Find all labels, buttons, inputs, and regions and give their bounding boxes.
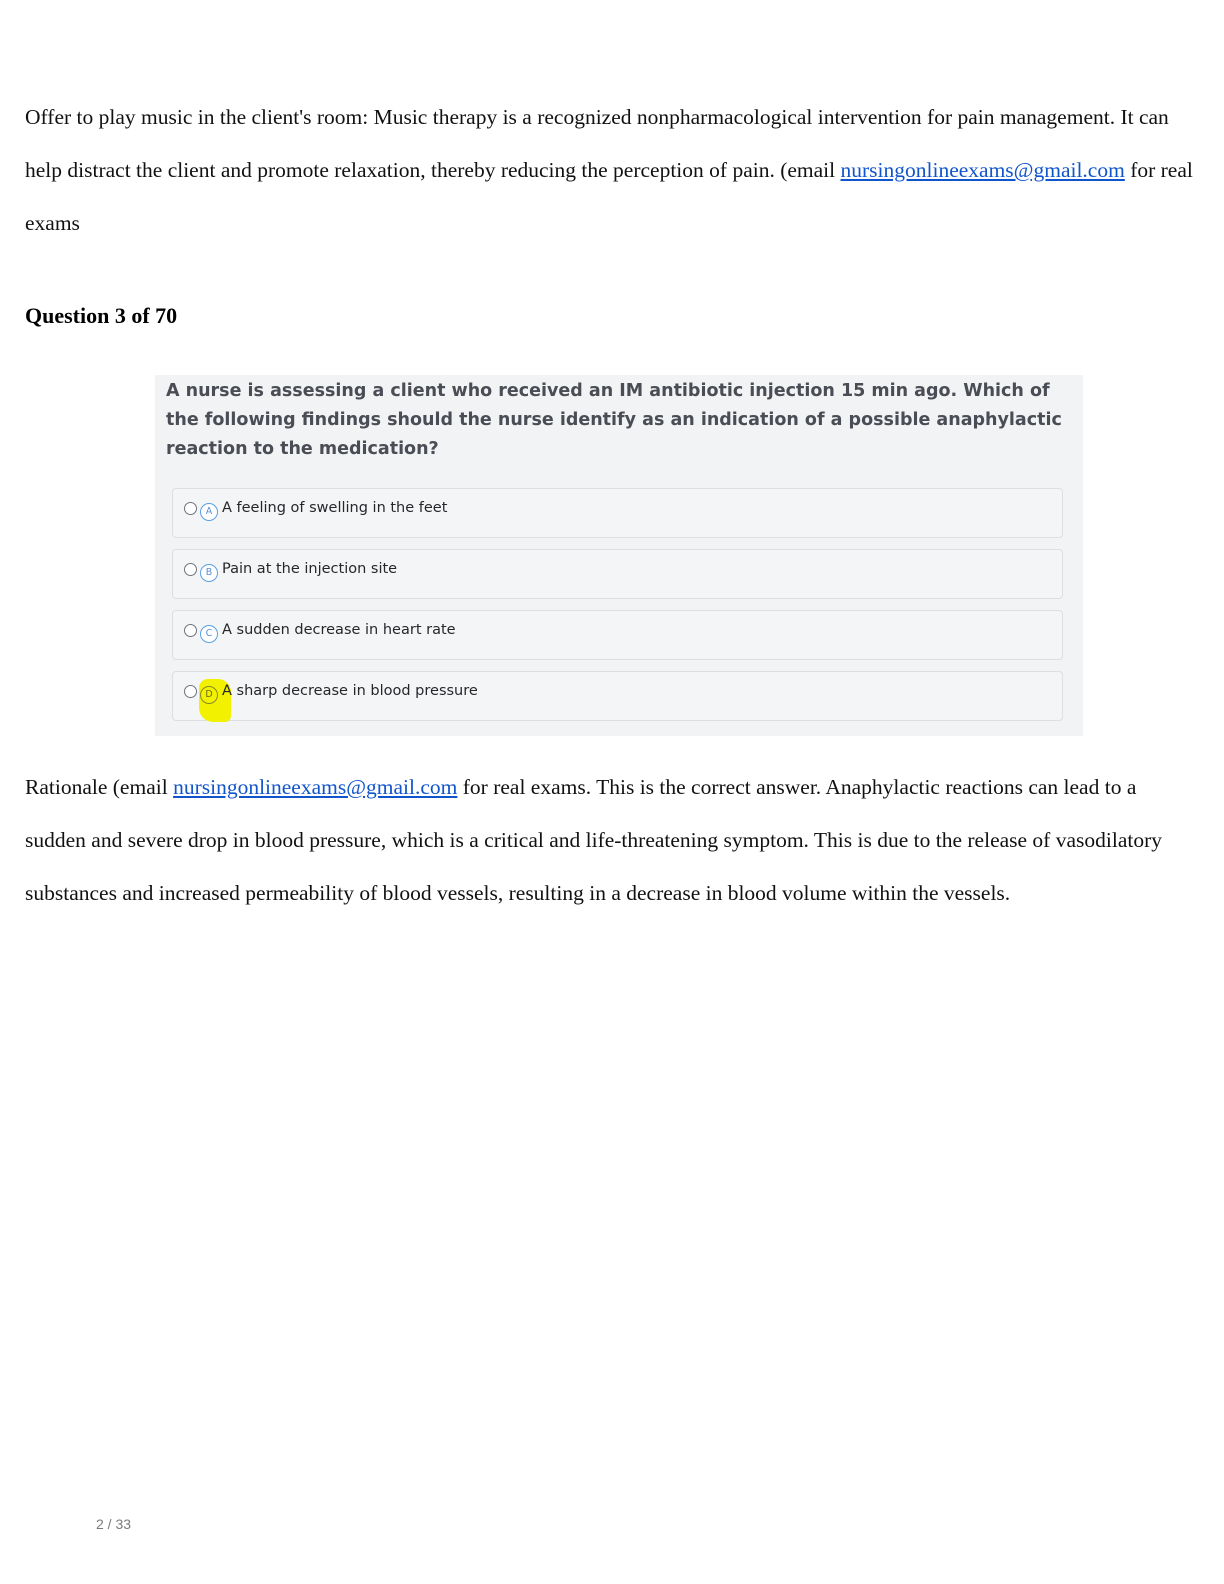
option-letter-badge: C: [200, 625, 218, 643]
intro-text-end: for real exams: [25, 158, 1193, 235]
intro-text: Offer to play music in the client's room: Music therapy is a recognized nonpharmacological intervention for pain management. It can help distract the client and promote relaxation, thereby reducing the perception of pain. (email: [25, 105, 1169, 182]
answer-option-c[interactable]: [172, 610, 1063, 660]
answer-option-b[interactable]: [172, 549, 1063, 599]
option-letter-badge: D: [200, 686, 218, 704]
question-text: A nurse is assessing a client who received an IM antibiotic injection 15 min ago. Which of the following findings should the nurse identify as an indication of a possible anaphylactic reaction to the medication?: [166, 381, 1062, 459]
intro-paragraph: [25, 91, 1200, 250]
radio-button[interactable]: [184, 502, 197, 515]
rationale-email-link[interactable]: nursingonlineexams@gmail.com: [173, 775, 458, 799]
answer-option-d[interactable]: [172, 671, 1063, 721]
answer-option-a[interactable]: [172, 488, 1063, 538]
radio-button[interactable]: [184, 685, 197, 698]
rationale-text: for real exams. This is the correct answer. Anaphylactic reactions can lead to a sudden and severe drop in blood pressure, which is a critical and life-threatening symptom. This is due to the release of vasodilatory substances and increased permeability of blood vessels, resulting in a decrease in blood volume within the vessels.: [25, 775, 1163, 905]
option-letter-badge: A: [200, 503, 218, 521]
rationale-label: Rationale (email: [25, 775, 174, 799]
option-text: A sudden decrease in heart rate: [222, 622, 456, 638]
intro-email-link[interactable]: nursingonlineexams@gmail.com: [840, 158, 1125, 182]
radio-button[interactable]: [184, 563, 197, 576]
option-text: A sharp decrease in blood pressure: [222, 683, 478, 699]
rationale-paragraph: [25, 761, 1200, 920]
question-heading: Question 3 of 70: [25, 303, 178, 328]
option-text: A feeling of swelling in the feet: [222, 500, 448, 516]
radio-button[interactable]: [184, 624, 197, 637]
option-letter-badge: B: [200, 564, 218, 582]
question-screenshot: [155, 375, 1083, 736]
option-text: Pain at the injection site: [222, 561, 398, 577]
page-number: 2 / 33: [96, 1516, 132, 1532]
